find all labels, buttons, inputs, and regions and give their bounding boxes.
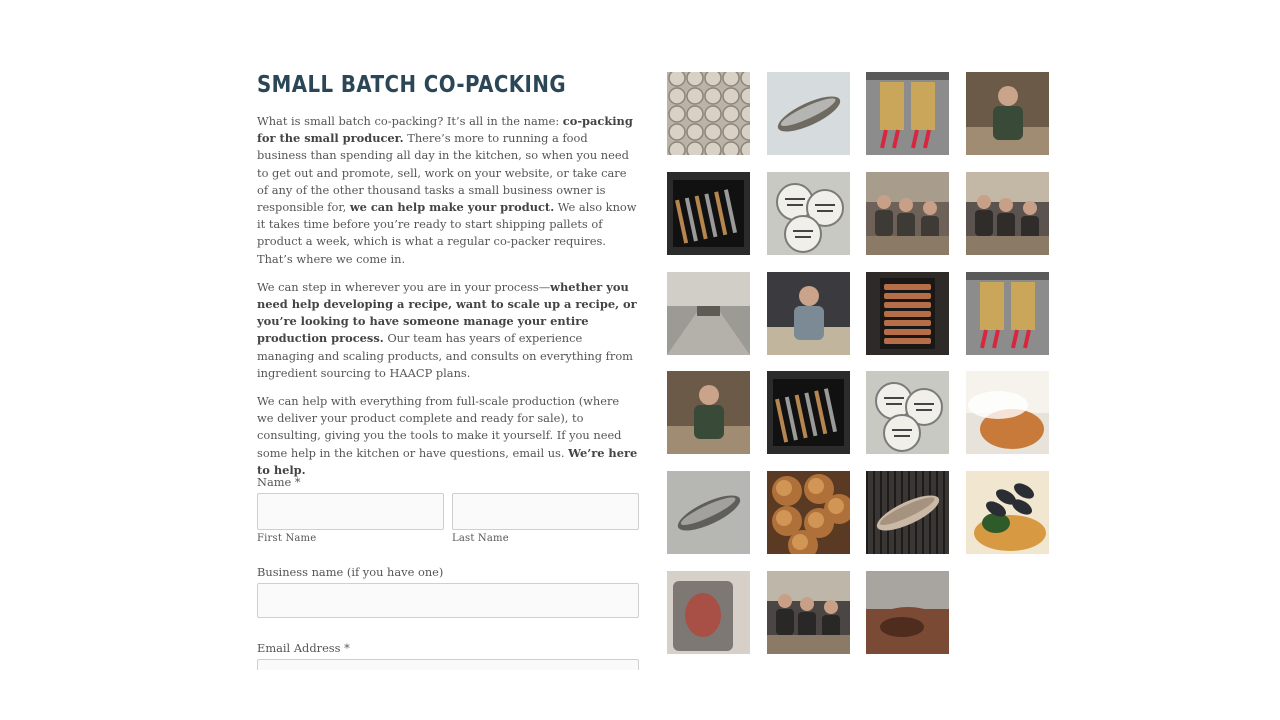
photo-roasting-pan[interactable] (667, 571, 750, 654)
email-label: Email Address * (257, 641, 350, 655)
emphasis-text: We’re here to help. (257, 445, 638, 477)
emphasis-text: we can help make your product. (349, 200, 555, 215)
photo-cooks-at-table[interactable] (966, 172, 1049, 255)
photo-whole-fish-tray[interactable] (667, 471, 750, 554)
body-text: Our team has years of experience managing and scaling products, and consults on everything from ingredient sourcing to HAACP plans. (257, 331, 633, 380)
photo-trout-on-grill[interactable] (866, 471, 949, 554)
intro-paragraph-3 (257, 393, 639, 479)
photo-roasted-meat[interactable] (866, 571, 949, 654)
intro-paragraph-2 (257, 279, 639, 382)
photo-chef-plating[interactable] (767, 571, 850, 654)
photo-jar-lids[interactable] (667, 72, 750, 155)
first-name-sublabel: First Name (257, 533, 317, 544)
email-field[interactable] (257, 659, 639, 670)
photo-smoker-rack[interactable] (866, 272, 949, 355)
photo-knife-case[interactable] (667, 172, 750, 255)
body-text: We can step in wherever you are in your process— (257, 279, 551, 294)
photo-labeled-containers[interactable] (767, 172, 850, 255)
photo-fryer-baskets-2[interactable] (966, 272, 1049, 355)
emphasis-text: whether you need help developing a recipe, want to scale up a recipe, or you’re looking to have someone manage your entire production process. (257, 279, 637, 346)
last-name-field[interactable] (452, 493, 639, 530)
business-name-field[interactable] (257, 583, 639, 618)
emphasis-text: co-packing for the small producer. (257, 114, 633, 146)
intro-section (257, 72, 639, 490)
body-text: There’s more to running a food business than spending all day in the kitchen, so when you need to get out and promote, sell, work on your website, or take care of any of the other thousand tasks a small business owner is responsible for, (257, 131, 629, 215)
photo-chef-at-counter-2[interactable] (667, 371, 750, 454)
last-name-sublabel: Last Name (452, 533, 509, 544)
name-label: Name * (257, 475, 301, 489)
photo-baked-dish[interactable] (966, 371, 1049, 454)
intro-paragraph-1 (257, 113, 639, 268)
photo-chef-at-counter[interactable] (966, 72, 1049, 155)
body-text: We also know it takes time before you’re ready to start shipping pallets of product a week, which is what a regular co-packer requires. That’s where we come in. (257, 200, 637, 266)
photo-muffins[interactable] (767, 471, 850, 554)
page-title: SMALL BATCH CO-PACKING (257, 72, 566, 98)
photo-chef-by-window[interactable] (767, 272, 850, 355)
photo-kitchen-team[interactable] (866, 172, 949, 255)
photo-empty-kitchen[interactable] (667, 272, 750, 355)
photo-fish-on-ice[interactable] (767, 72, 850, 155)
photo-knife-case-2[interactable] (767, 371, 850, 454)
first-name-field[interactable] (257, 493, 444, 530)
photo-labeled-containers-2[interactable] (866, 371, 949, 454)
body-text: What is small batch co-packing? It’s all in the name: (257, 114, 563, 128)
business-name-label: Business name (if you have one) (257, 565, 444, 579)
body-text: We can help with everything from full-scale production (where we deliver your product complete and ready for sale), to consulting, giving you the tools to make it yourself. If you need some help in the kitchen or have questions, email us. (257, 394, 622, 460)
photo-fryer-baskets[interactable] (866, 72, 949, 155)
photo-mussels-pasta[interactable] (966, 471, 1049, 554)
